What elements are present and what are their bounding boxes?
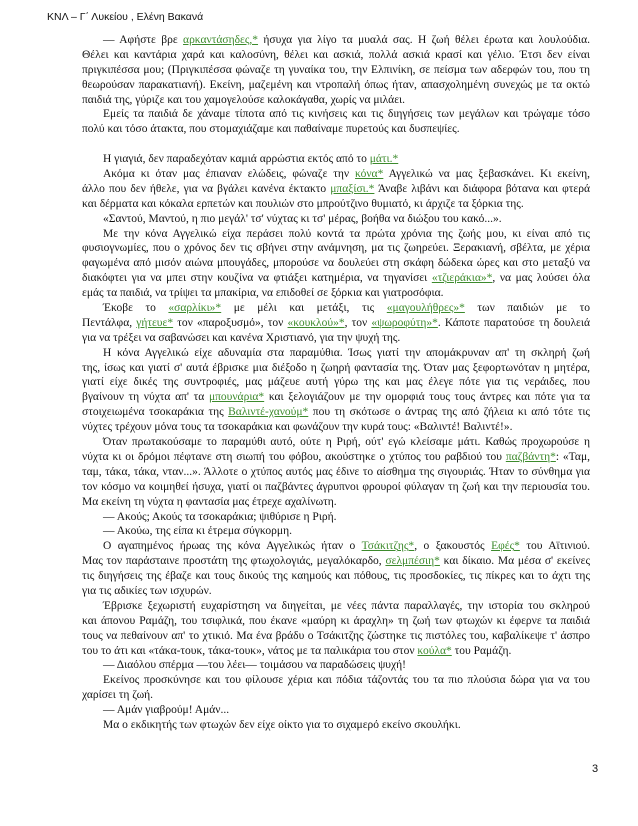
text-run: Ακόμα κι όταν μας έπιαναν ελώδεις, φώναζε την [103,168,356,181]
glossary-link[interactable]: μάτι.* [369,153,399,166]
text-run: και δέρματα και κόκαλα ερπετών και πουλιών στο μπρούτζινο θυμιατό, κι άρχιζε τα ξόρκια της. [82,197,524,210]
text-line [82,241,590,256]
line-content [82,496,337,508]
line-content [82,64,590,76]
text-line [82,375,590,390]
text-run: Άναβε λιβάνι και διάφορα βότανα και φτερά [374,182,590,195]
text-line [82,331,590,346]
paragraph [82,346,590,435]
line-content [103,540,590,552]
glossary-link[interactable]: «τζιεράκια»* [431,272,493,285]
line-content [82,421,512,433]
text-line [82,658,590,673]
text-run: : «Ταμ, [555,450,590,463]
text-run: άλλο που δεν ήθελε, για να βγάλει κανένα έκτακτο [82,182,331,195]
glossary-link[interactable]: «μαγουλήθρες»* [386,302,465,315]
text-run: για τις αδικίες των ισχυρών. [82,584,212,597]
paragraph [82,539,590,599]
text-line [82,644,590,659]
glossary-link[interactable]: κόνα* [355,168,384,181]
text-run: πριγκιπέσσα μου; (Πριγκιπέσσα φώναζε τη γυναίκα του, την Ελπινίκη, σε πείσμα των αδερφών του, που τη [82,63,590,76]
text-run: νύχτα κι οι δρόμοι πέφτανε στη σιωπή του φόβου, ακούστηκε ο χτύπος του ραβδιού του [82,450,506,463]
paragraph [82,703,590,718]
glossary-link[interactable]: κούλα* [417,644,452,657]
text-run: — Διαόλου σπέρμα —του λέει— τοιμάσου να παραδώσεις ψυχή! [103,659,406,672]
text-line [82,256,590,271]
line-content [82,645,511,657]
text-run: Η γιαγιά, δεν παραδεχόταν καμιά αρρώστια εκτός από το [103,153,370,166]
text-line [82,524,590,539]
text-run: του Ραμάζη. [451,644,512,657]
line-content [103,674,590,686]
paragraph [82,212,590,227]
paragraph [82,510,590,525]
text-run: πολύ και τόσο άτακτα, που στομαχιάζαμε και παθαίναμε πυρετούς και δυσπεψίες. [82,123,460,136]
line-content [82,287,444,299]
text-run: τις διηγήσεις της έβαζε και τους δικούς της καημούς και πόθους, τις προσδοκίες, τις πίκρες και το άχτι της [82,570,590,583]
text-run: τον κόσμο να κοιμηθεί ήσυχα, γιατί οι παζβάντες άγρυπνοι φρουροί φύλαγαν τη ζωή και την περιουσία του. [82,480,590,493]
line-content [82,570,590,582]
text-line [82,212,590,227]
text-run: εμάς τα παιδιά, να τρίψει τα μπακίρια, να επιδοθεί σε ξόρκια και γιατροσόφια. [82,287,444,300]
text-run: — Ακούς; Ακούς τα τσοκαράκια; ψιθύρισε η Ριρή. [103,510,337,523]
text-line [82,673,590,688]
glossary-link[interactable]: παζβάντη* [505,450,556,463]
glossary-link[interactable]: «κουκλού»* [287,316,345,329]
text-run: γιατί είχε δικές της συντροφιές, μας μάζευε αυτή γύρω της και μας έλεγε πότε για τις νεράιδες, που [82,376,590,389]
line-content [82,376,590,388]
glossary-link[interactable]: σελμπέσιη* [385,555,440,568]
text-line [82,390,590,405]
text-run: , ο ξακουστός [414,540,492,553]
text-line [82,405,590,420]
text-run: στοιχειωμένα τσοκαράκια της [82,406,229,419]
text-run: ταμ, τάκα, τάκα, νταν...». Άλλοτε ο χτύπος αυτός μας έδινε το αίσθημα της σιγουριάς. Ήταν το σύνθημα για [82,465,590,478]
glossary-link[interactable]: «σαρλίκι»* [168,302,222,315]
text-run: του Αϊτινιού. [519,540,590,553]
text-run: ήσυχα για λίγο τα μυαλά σας. Η ζωή θέλει έρωτα και λουλούδια. [258,34,590,46]
line-content [103,153,398,165]
text-line [82,316,590,331]
line-content [82,406,590,418]
line-content [82,272,590,284]
line-content [103,347,590,359]
text-run: Πεντάλφα, [82,316,137,329]
text-run: Με την κόνα Αγγελικώ είχα περάσει πολύ κοντά τα πρώτα χρόνια της ζωής μου, κι είναι από τις [103,227,590,240]
text-run: , τον [344,316,372,329]
text-line [82,584,590,599]
paragraph [82,718,590,733]
text-run: παιδιά της, γύριζε και του χαμογελούσε καλοκάγαθα, χωρίς να μιλάει. [82,93,406,106]
text-run: χαρίσει τη ζωή. [82,689,154,702]
text-line [82,227,590,242]
text-run: — Αφήστε βρε [103,34,184,46]
text-run: τους να πεθαίνουν απ' το χτικιό. Μα ένα βράδυ ο Τσάκιτζης ζώστηκε τις πιστόλες του, καβαλίκεψε τ' άσπρο [82,629,590,642]
text-line [82,510,590,525]
text-run: του το άτι και «τάκα-τουκ, τάκα-τουκ», νάτος με τα παλικάρια του στον [82,644,418,657]
text-line [82,420,590,435]
text-run: θεωρούσαν παρακατιανή). Εκείνη, μαζεμένη και ντροπαλή όπως ήταν, απασχολημένη συνεχώς με τα οκτώ [82,78,590,91]
text-line [82,122,590,137]
line-content [82,242,590,254]
text-line [82,152,590,167]
text-run: — Αμάν γιαβρούμ! Αμάν... [103,704,230,717]
text-line [82,48,590,63]
text-run: των παιδιών με το [464,302,590,315]
text-run: . Κάποτε παρατούσε τη δουλειά [437,316,591,329]
text-line [82,480,590,495]
paragraph [82,658,590,673]
text-run: Εμείς τα παιδιά δε χάναμε τίποτα από τις κινήσεις και τις διηγήσεις των μεγάλων και τρώγαμε τόσο [103,108,590,121]
text-run: — Ακούω, της είπα κι έτρεμα σύγκορμη. [103,525,292,538]
line-content [82,198,524,210]
line-content [82,391,590,403]
text-run: για να τρέξει να σαβανώσει και κανένα Χριστιανό, για την ψυχή της. [82,331,401,344]
line-content [82,555,590,567]
paragraph [82,33,590,107]
line-content [103,213,502,225]
text-run: και δίκαιο. Μα μέσα σ' εκείνες [439,555,591,568]
text-line [82,78,590,93]
text-line [82,539,590,554]
line-content [103,436,590,448]
text-line [82,435,590,450]
text-run: Έκοβε το [103,302,169,315]
line-content [82,123,460,135]
text-run: και ξελογιάζουν με την ομορφιά τους τους άντρες και πότε για τα [264,391,591,404]
glossary-link[interactable]: Βαλιντέ-χανούμ* [228,406,309,419]
line-content [82,183,590,195]
text-line [82,63,590,78]
text-run: Ο αγαπημένος ήρωας της κόνα Αγγελικώς ήταν ο [103,540,362,553]
glossary-link[interactable]: Τσάκιτζης* [361,540,415,553]
line-content [82,615,590,627]
line-content [82,481,590,493]
text-line [82,167,590,182]
text-line [82,182,590,197]
line-content [82,49,590,61]
text-line [82,93,590,108]
line-content [82,630,590,642]
glossary-link[interactable]: Εφές* [491,540,520,553]
paragraph [82,167,590,212]
text-run: νύχτες τρέχουν μόνα τους τα τσοκαράκια και φωνάζουν την κυρά τους: «Βαλιντέ! Βαλιντέ!». [82,421,513,434]
text-run: «Σαντού, Μαντού, η πιο μεγάλ' τσ' νύχτας κι τσ' μέρας, βοήθα να διώξου του κακό...». [103,212,502,225]
text-run: τον «παροξυσμό», τον [173,316,288,329]
line-content [82,451,590,463]
line-content [103,511,337,523]
line-content [82,79,590,91]
line-content [103,228,590,240]
page-number: 3 [592,763,599,775]
line-content [103,704,229,716]
line-content [82,257,590,269]
line-content [82,317,590,329]
text-run: Αγγελικώ να μας ξεβασκάνει. Κι εκείνη, [383,168,590,181]
line-content [82,585,212,597]
text-line [82,107,590,122]
text-line [82,703,590,718]
text-line [82,450,590,465]
text-line [82,346,590,361]
glossary-link[interactable]: γήτευε* [136,316,174,329]
text-run: Θέλει και καντάρια χαρά και καλοσύνη, θέλει και ασκιά, πολλά ασκιά κρασί και γέλιο. Έτσι δεν είναι [82,48,590,61]
text-run: Μας τον παράσταινε προστάτη της φτωχολογιάς, μεγαλόκαρδο, [82,555,386,568]
text-run: Μα εκείνη τη νύχτα η φαντασία μας έτρεχε αχαλίνωτη. [82,495,337,508]
text-line [82,301,590,316]
paragraph [82,107,590,137]
line-content [103,302,590,314]
text-line [82,599,590,614]
text-line [82,629,590,644]
glossary-link[interactable]: μπαξίσι.* [330,182,375,195]
text-line [82,286,590,301]
document-body [82,33,590,733]
line-content [103,34,590,46]
text-line [82,465,590,480]
text-run: Έβρισκε ξεχωριστή ευχαρίστηση να διηγείται, με νέες πάντα παραλλαγές, την ιστορία του σκληρού [103,599,590,612]
text-run: με μέλι και μετάξι, τις [221,302,387,315]
text-run: και άπονου Ραμάζη, του τσιφλικά, που έκανε «μαύρη κι άραχλη» τη ζωή των φτωχών κι έφερνε τα παιδιά [82,614,590,627]
text-run: Όταν πρωτακούσαμε το παραμύθι αυτό, ούτε η Ριρή, ούτ' εγώ κλείσαμε μάτι. Καθώς προχωρούσε η [103,436,590,449]
paragraph [82,599,590,659]
line-content [82,362,590,374]
line-content [82,332,400,344]
page-header: ΚΝΛ – Γ΄ Λυκείου , Ελένη Βακανά [47,11,204,23]
line-content [103,525,292,537]
text-line [82,495,590,510]
text-run: διακόφτει για να μπει στην κουζίνα να φτιάξει κατημέρια, να τηγανίσει [82,272,432,285]
paragraph [82,152,590,167]
paragraph [82,673,590,703]
line-content [82,689,153,701]
text-line [82,718,590,733]
text-line [82,33,590,48]
line-content [82,466,590,478]
text-line [82,554,590,569]
paragraph [82,435,590,509]
text-line [82,361,590,376]
line-content [82,94,405,106]
text-run: Μα ο εκδικητής των φτωχών δεν είχε οίκτο για το σιχαμερό εκείνο σκουλήκι. [103,718,461,731]
paragraph [82,524,590,539]
glossary-link[interactable]: αρκαντάσηδες,* [183,34,259,46]
line-content [103,659,406,671]
glossary-link[interactable]: μπουνάρια* [208,391,265,404]
text-line [82,197,590,212]
text-run: που τη σκότωσε ο άντρας της από ζήλεια κι από τότε τις [308,406,590,419]
text-run: , να μας λούσει όλα [492,272,590,285]
text-line [82,614,590,629]
text-run: φυσιογνωμίες, που ο χρόνος δεν τις σβήνει στην ανάμνηση, μα τις ζωηρεύει. Ξερακιανή, σβέλτα, με χέρια [82,242,590,255]
line-content [103,168,590,180]
glossary-link[interactable]: «ψωροφύτη»* [371,316,438,329]
text-line [82,271,590,286]
text-run: βγαίνουν τη νύχτα απ' τα [82,391,209,404]
text-run: της, ίσως και γιατί σ' αυτά έβρισκε μια διέξοδο η ζωηρή φαντασία της. Όταν μας ξεφορτωνόταν η μητέρα, [82,361,590,374]
text-run: Η κόνα Αγγελικώ είχε αδυναμία στα παραμύθια. Ίσως γιατί την απομάκρυναν απ' τη σκληρή ζωή [103,346,590,359]
text-line [82,569,590,584]
text-run: φαγωμένα από μισόν αιώνα μπουγάδες, μπορούσε να δουλεύει στη σκάφη δώδεκα ώρες και στο μεταξύ να [82,257,590,270]
line-content [103,108,590,120]
paragraph [82,227,590,301]
line-content [103,719,461,731]
text-run: Εκείνος προσκύνησε και του φίλουσε χέρια και πόδια τάζοντάς του τα πιο πλούσια δώρα για να του [103,674,590,687]
line-content [103,600,590,612]
text-line [82,688,590,703]
paragraph [82,301,590,346]
